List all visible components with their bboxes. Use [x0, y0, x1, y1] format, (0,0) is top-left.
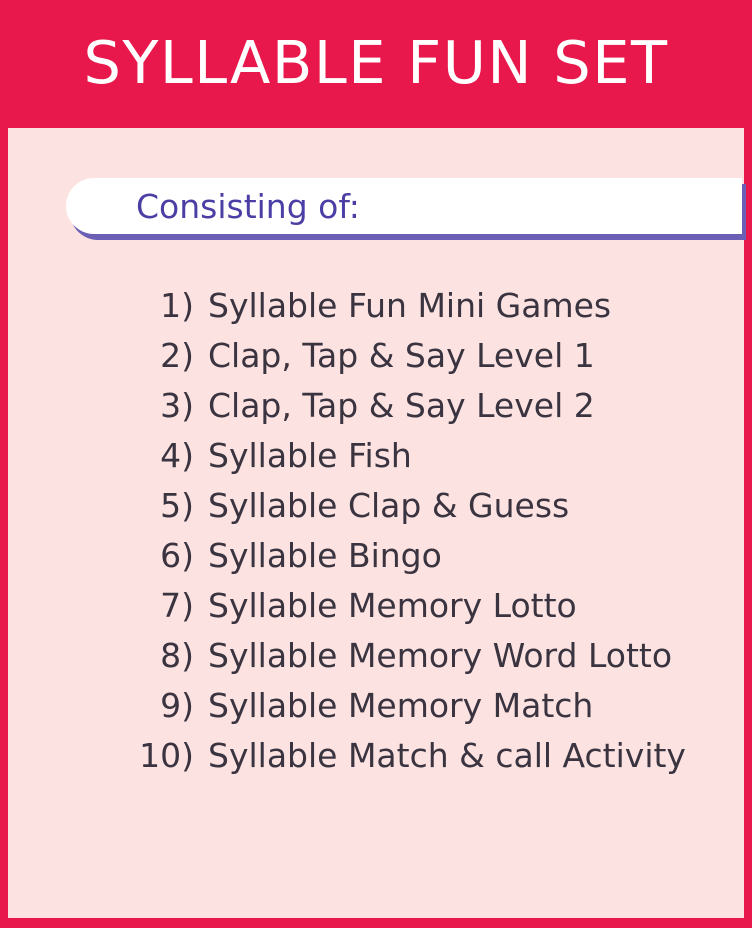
list-item: [8, 686, 744, 736]
list-item: [8, 286, 744, 336]
footer-band: [0, 918, 752, 928]
list-item-number: 2): [160, 336, 194, 375]
consisting-of-banner: [66, 178, 746, 240]
list-item-label: Syllable Fun Mini Games: [208, 286, 612, 325]
list-item-number: 4): [160, 436, 194, 475]
list-item: [8, 736, 744, 786]
list-item-number: 3): [160, 386, 194, 425]
list-item-label: Syllable Memory Lotto: [208, 586, 577, 625]
list-item: [8, 536, 744, 586]
list-item-number: 6): [160, 536, 194, 575]
list-item-number: 9): [160, 686, 194, 725]
list-item: [8, 386, 744, 436]
list-item-label: Syllable Fish: [208, 436, 412, 475]
list-item-label: Syllable Memory Word Lotto: [208, 636, 673, 675]
header-band: [0, 0, 752, 124]
list-item: [8, 436, 744, 486]
contents-list: [8, 286, 744, 786]
list-item-number: 5): [160, 486, 194, 525]
banner-surface: [66, 178, 742, 234]
list-item-label: Clap, Tap & Say Level 2: [208, 386, 595, 425]
page-title: SYLLABLE FUN SET: [83, 27, 669, 97]
list-item-label: Syllable Match & call Activity: [208, 736, 686, 775]
list-item: [8, 486, 744, 536]
list-item-label: Syllable Memory Match: [208, 686, 594, 725]
list-item-number: 7): [160, 586, 194, 625]
list-item-label: Syllable Bingo: [208, 536, 442, 575]
list-item: [8, 586, 744, 636]
consisting-of-label: Consisting of:: [136, 186, 360, 226]
list-item-number: 10): [139, 736, 194, 775]
list-item-label: Clap, Tap & Say Level 1: [208, 336, 595, 375]
list-item-label: Syllable Clap & Guess: [208, 486, 570, 525]
list-item-number: 1): [160, 286, 194, 325]
list-item-number: 8): [160, 636, 194, 675]
list-item: [8, 336, 744, 386]
list-item: [8, 636, 744, 686]
content-panel: [8, 128, 744, 920]
